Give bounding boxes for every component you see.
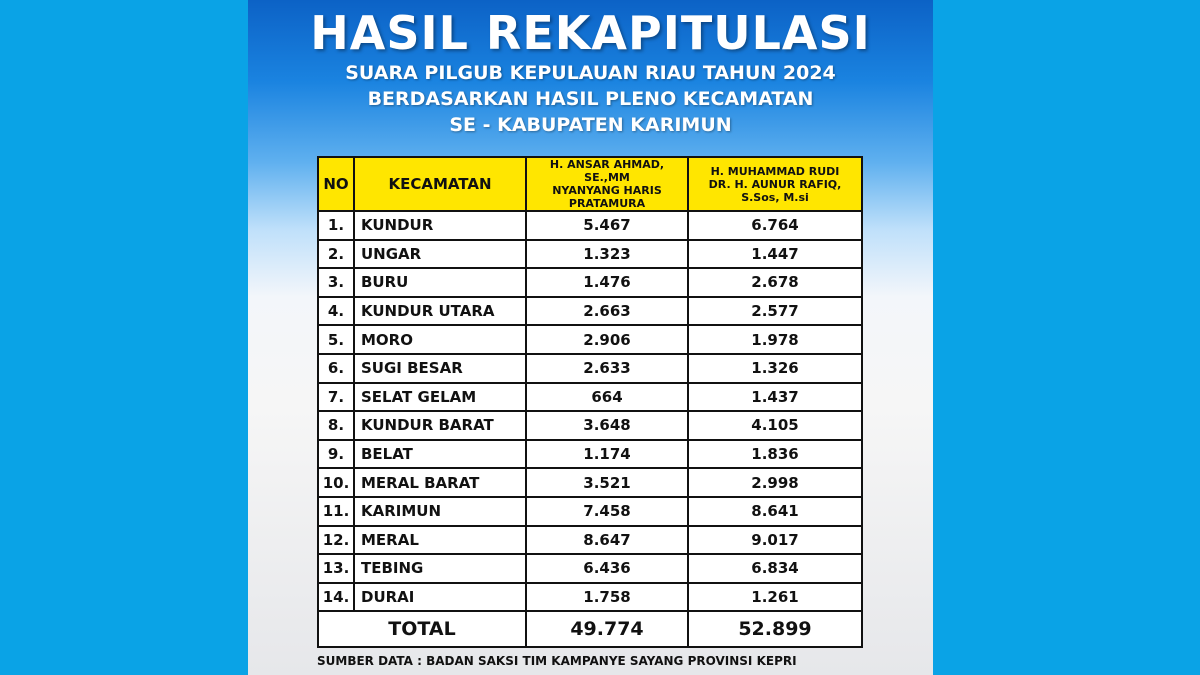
- header-candidate-1-line-2: NYANYANG HARIS: [552, 184, 662, 197]
- header-candidate-2-line-3: S.Sos, M.si: [741, 190, 809, 204]
- header-kecamatan: KECAMATAN: [354, 157, 526, 211]
- row-candidate-2-votes: 1.326: [688, 354, 862, 383]
- row-number: 7.: [318, 383, 354, 412]
- row-candidate-1-votes: 2.633: [526, 354, 688, 383]
- subtitle-line-2: BERDASARKAN HASIL PLENO KECAMATAN: [367, 88, 814, 110]
- table-row: [318, 268, 862, 297]
- row-kecamatan: BURU: [354, 268, 526, 297]
- row-number: 14.: [318, 583, 354, 612]
- results-table: [317, 156, 863, 648]
- row-candidate-2-votes: 1.447: [688, 240, 862, 269]
- table-row: [318, 497, 862, 526]
- row-kecamatan: MORO: [354, 325, 526, 354]
- table-row: [318, 325, 862, 354]
- header-candidate-2-line-2: DR. H. AUNUR RAFIQ,: [708, 177, 842, 191]
- row-candidate-2-votes: 1.836: [688, 440, 862, 469]
- table-row: [318, 383, 862, 412]
- row-candidate-1-votes: 3.521: [526, 468, 688, 497]
- row-number: 9.: [318, 440, 354, 469]
- row-kecamatan: MERAL BARAT: [354, 468, 526, 497]
- table-row: [318, 411, 862, 440]
- row-kecamatan: MERAL: [354, 526, 526, 555]
- header-no: NO: [318, 157, 354, 211]
- total-row: [318, 611, 862, 647]
- row-number: 10.: [318, 468, 354, 497]
- row-candidate-2-votes: 2.678: [688, 268, 862, 297]
- header-candidate-2: [688, 157, 862, 211]
- row-candidate-2-votes: 6.834: [688, 554, 862, 583]
- table-row: [318, 526, 862, 555]
- total-label: TOTAL: [318, 611, 526, 647]
- row-kecamatan: SELAT GELAM: [354, 383, 526, 412]
- row-number: 11.: [318, 497, 354, 526]
- row-candidate-1-votes: 1.323: [526, 240, 688, 269]
- row-candidate-2-votes: 2.577: [688, 297, 862, 326]
- row-kecamatan: KUNDUR BARAT: [354, 411, 526, 440]
- row-number: 13.: [318, 554, 354, 583]
- row-candidate-1-votes: 2.906: [526, 325, 688, 354]
- header-candidate-2-line-1: H. MUHAMMAD RUDI: [710, 164, 840, 178]
- row-number: 3.: [318, 268, 354, 297]
- header-candidate-1-line-3: PRATAMURA: [568, 197, 646, 210]
- row-candidate-1-votes: 1.174: [526, 440, 688, 469]
- table-row: [318, 211, 862, 240]
- row-candidate-1-votes: 1.758: [526, 583, 688, 612]
- table-header-row: [318, 157, 862, 211]
- row-number: 6.: [318, 354, 354, 383]
- table-row: [318, 240, 862, 269]
- source-note: SUMBER DATA : BADAN SAKSI TIM KAMPANYE SAYANG PROVINSI KEPRI: [317, 654, 797, 668]
- header-candidate-1-line-1: H. ANSAR AHMAD, SE.,MM: [549, 158, 665, 184]
- row-kecamatan: KUNDUR: [354, 211, 526, 240]
- row-number: 2.: [318, 240, 354, 269]
- table-row: [318, 468, 862, 497]
- row-kecamatan: KUNDUR UTARA: [354, 297, 526, 326]
- row-kecamatan: DURAI: [354, 583, 526, 612]
- header-candidate-1: [526, 157, 688, 211]
- row-candidate-1-votes: 8.647: [526, 526, 688, 555]
- row-candidate-1-votes: 1.476: [526, 268, 688, 297]
- row-candidate-2-votes: 1.437: [688, 383, 862, 412]
- row-candidate-2-votes: 4.105: [688, 411, 862, 440]
- row-candidate-1-votes: 2.663: [526, 297, 688, 326]
- subtitle-line-1: SUARA PILGUB KEPULAUAN RIAU TAHUN 2024: [345, 62, 836, 84]
- row-candidate-2-votes: 2.998: [688, 468, 862, 497]
- row-number: 4.: [318, 297, 354, 326]
- row-candidate-1-votes: 5.467: [526, 211, 688, 240]
- row-number: 12.: [318, 526, 354, 555]
- subtitle-line-3: SE - KABUPATEN KARIMUN: [449, 114, 732, 136]
- row-candidate-2-votes: 1.261: [688, 583, 862, 612]
- row-candidate-2-votes: 8.641: [688, 497, 862, 526]
- table-row: [318, 354, 862, 383]
- row-candidate-1-votes: 3.648: [526, 411, 688, 440]
- row-candidate-2-votes: 6.764: [688, 211, 862, 240]
- row-candidate-2-votes: 1.978: [688, 325, 862, 354]
- total-candidate-2: 52.899: [688, 611, 862, 647]
- row-number: 8.: [318, 411, 354, 440]
- row-candidate-1-votes: 664: [526, 383, 688, 412]
- row-number: 5.: [318, 325, 354, 354]
- total-candidate-1: 49.774: [526, 611, 688, 647]
- row-kecamatan: BELAT: [354, 440, 526, 469]
- table-row: [318, 583, 862, 612]
- row-kecamatan: UNGAR: [354, 240, 526, 269]
- row-candidate-1-votes: 7.458: [526, 497, 688, 526]
- table-row: [318, 440, 862, 469]
- row-kecamatan: SUGI BESAR: [354, 354, 526, 383]
- row-candidate-1-votes: 6.436: [526, 554, 688, 583]
- table-row: [318, 297, 862, 326]
- row-kecamatan: TEBING: [354, 554, 526, 583]
- row-number: 1.: [318, 211, 354, 240]
- page-title: HASIL REKAPITULASI: [310, 6, 871, 60]
- table-row: [318, 554, 862, 583]
- table-body: [318, 211, 862, 611]
- row-kecamatan: KARIMUN: [354, 497, 526, 526]
- recap-poster: [248, 0, 933, 675]
- row-candidate-2-votes: 9.017: [688, 526, 862, 555]
